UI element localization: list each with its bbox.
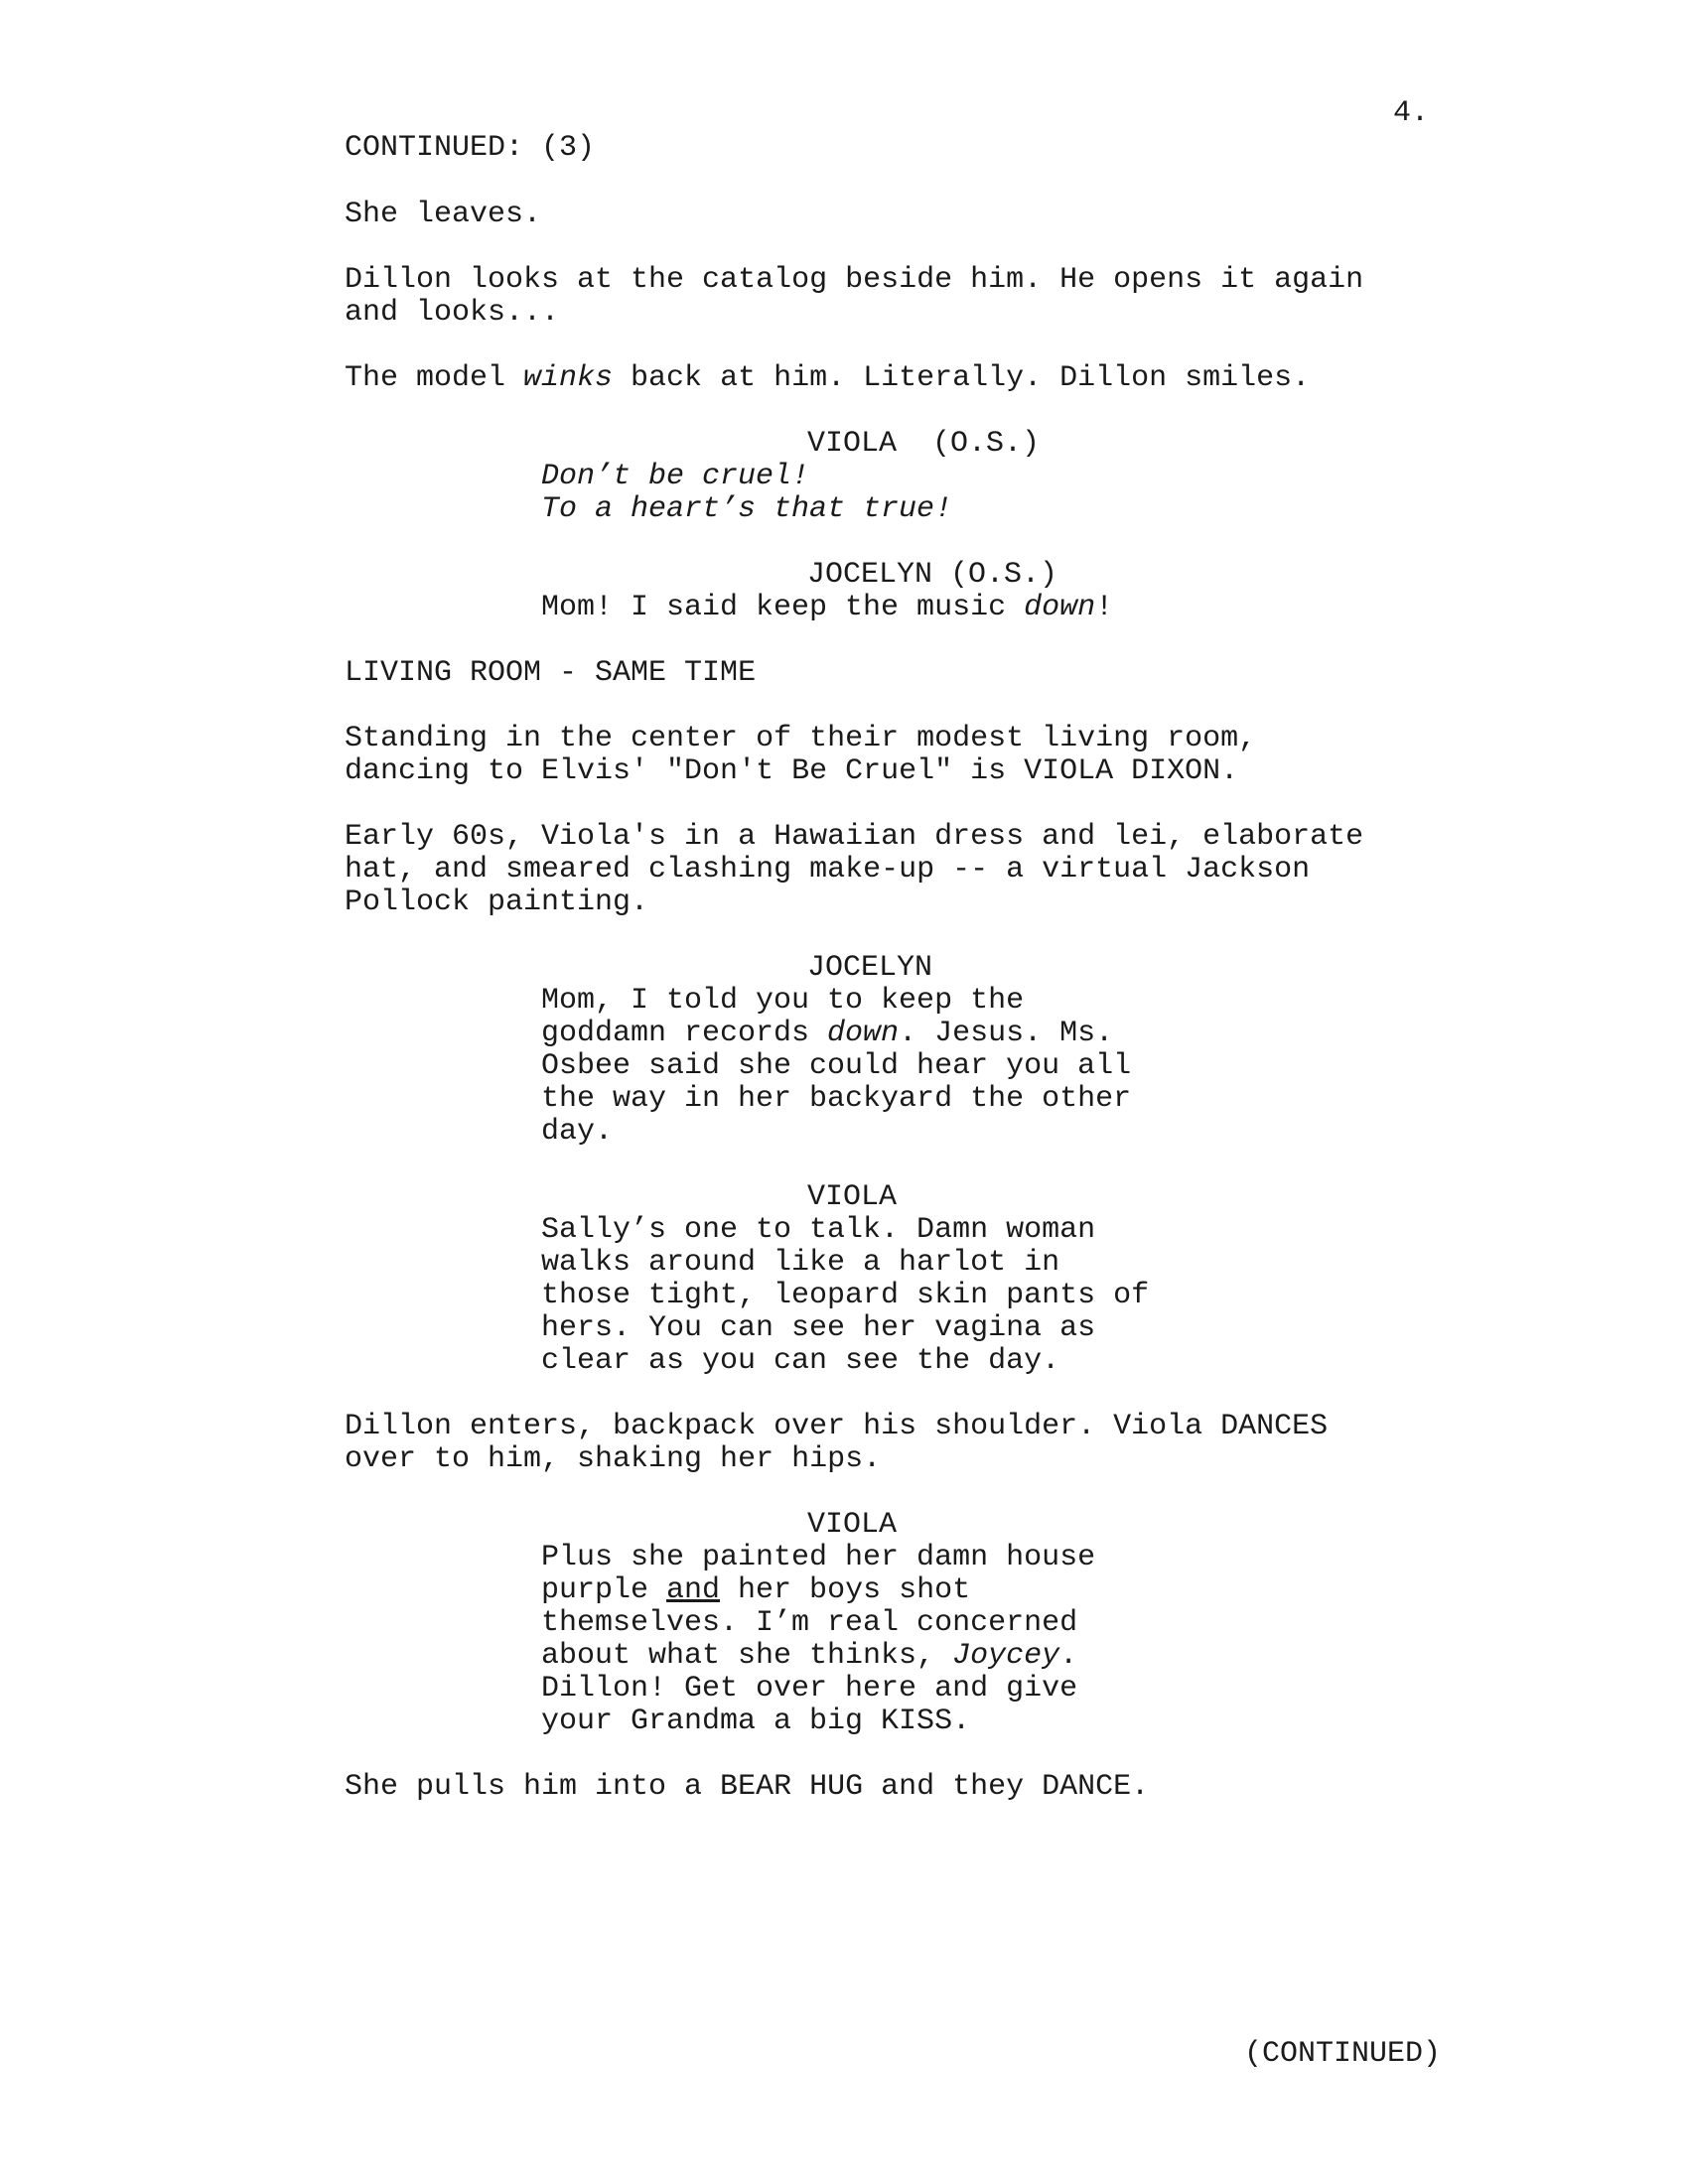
continued-footer: (CONTINUED) xyxy=(1244,2037,1442,2071)
page-number: 4. xyxy=(1393,96,1430,130)
character-name: VIOLA xyxy=(807,1508,898,1542)
dialogue-segment: Mom, I told you to keep the goddamn records xyxy=(541,984,1025,1050)
action-text: back at him. Literally. Dillon smiles. xyxy=(613,361,1311,395)
dialogue-segment: . Dillon! Get over here and give your Grandma a big KISS. xyxy=(541,1639,1078,1738)
dialogue-segment: Plus she painted her damn house purple xyxy=(541,1541,1096,1607)
dialogue-segment: Mom! I said keep the music xyxy=(541,591,1025,624)
emphasis-text: winks xyxy=(523,361,614,395)
dialogue-block xyxy=(345,1181,1457,1378)
action-line: Dillon enters, backpack over his shoulder. Viola DANCES over to him, shaking her hips. xyxy=(345,1410,1329,1476)
character-name: JOCELYN (O.S.) xyxy=(807,558,1058,592)
character-name: JOCELYN xyxy=(807,951,933,985)
continued-header: CONTINUED: (3) xyxy=(345,131,596,165)
emphasis-text: Joycey xyxy=(952,1639,1060,1673)
dialogue-segment: . Jesus. Ms. Osbee said she could hear you all the way in her backyard the other day. xyxy=(541,1017,1132,1149)
dialogue-text: Sally’s one to talk. Damn woman walks around like a harlot in those tight, leopard skin pants of hers. You can see her vagina as clear as you can see the day. xyxy=(541,1213,1150,1378)
dialogue-block xyxy=(345,952,1457,1149)
dialogue-block xyxy=(345,1509,1457,1738)
dialogue-text xyxy=(541,592,1236,624)
action-line xyxy=(345,362,1457,395)
action-line: Dillon looks at the catalog beside him. He opens it again and looks... xyxy=(345,263,1364,330)
action-line: She pulls him into a BEAR HUG and they DANCE. xyxy=(345,1770,1150,1804)
script-body xyxy=(345,199,1457,1837)
dialogue-text xyxy=(541,1542,1236,1738)
character-name: VIOLA xyxy=(807,1180,898,1214)
scene-heading: LIVING ROOM - SAME TIME xyxy=(345,656,757,690)
dialogue-block xyxy=(345,428,1457,526)
action-line: Standing in the center of their modest living room, dancing to Elvis' "Don't Be Cruel" is VIOLA DIXON. xyxy=(345,722,1257,788)
dialogue-block xyxy=(345,559,1457,624)
dialogue-text xyxy=(541,461,1236,526)
underlined-text: and xyxy=(666,1573,721,1607)
emphasis-text: To a heart’s that true! xyxy=(541,492,953,526)
dialogue-text xyxy=(541,985,1236,1149)
action-line: She leaves. xyxy=(345,198,542,231)
dialogue-segment: ! xyxy=(1095,591,1114,624)
dialogue-segment: her boys shot themselves. I’m real concerned about what she thinks, xyxy=(541,1573,1078,1673)
action-text: The model xyxy=(345,361,524,395)
emphasis-text: Don’t be cruel! xyxy=(541,460,810,493)
emphasis-text: down xyxy=(827,1017,900,1050)
emphasis-text: down xyxy=(1024,591,1096,624)
character-name: VIOLA (O.S.) xyxy=(807,427,1041,461)
action-line: Early 60s, Viola's in a Hawaiian dress and lei, elaborate hat, and smeared clashing make-up -- a virtual Jackson Pollock painting. xyxy=(345,820,1364,919)
